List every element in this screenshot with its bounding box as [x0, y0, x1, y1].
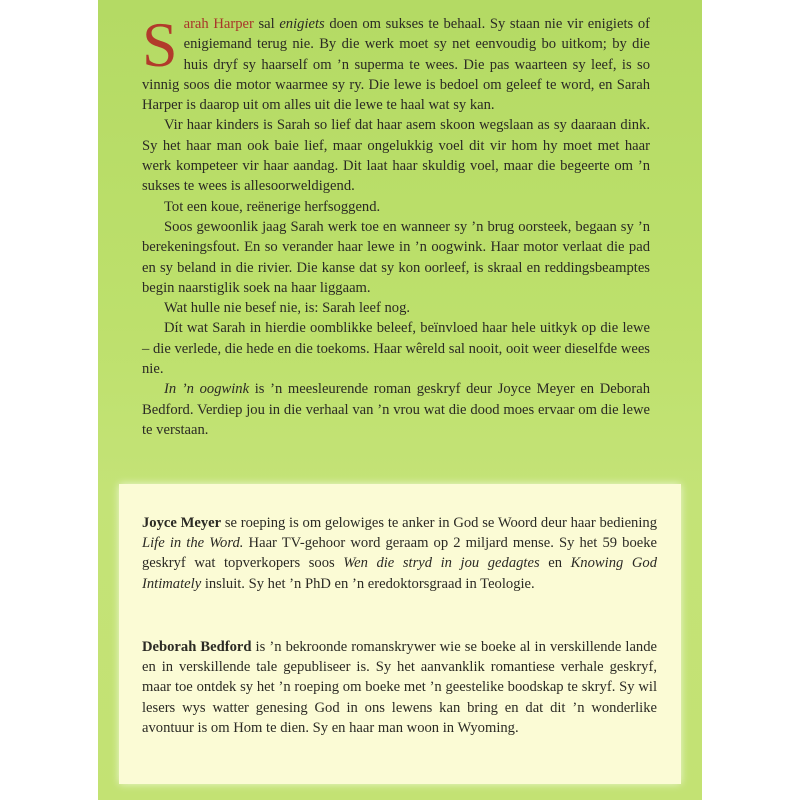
blurb-paragraph-3: Tot een koue, reënerige herfsoggend. — [164, 198, 381, 215]
author-name: Joyce Meyer — [142, 515, 222, 531]
drop-cap: S — [142, 9, 178, 80]
blurb-paragraph-5: Wat hulle nie besef nie, is: Sarah leef nog. — [164, 300, 411, 317]
blurb-paragraph-4: Soos gewoonlik jaag Sarah werk toe en wanneer sy ’n brug oorsteek, begaan sy ’n berekeningsfout. En so verander haar lewe in ’n oogwink. Haar motor verlaat die pad en sy beland in die rivier. Die kanse dat sy kon oorleef, is skraal en reddingsbeamptes begin naarstiglik soek na haar liggaam. — [142, 218, 650, 296]
blurb-paragraph-2: Vir haar kinders is Sarah so lief dat haar asem skoon wegslaan as sy daaraan dink. Sy het haar man ook baie lief, maar ongelukkig voel dit vir hom hy moet met haar werk kompeteer vir haar aandag. Dit laat haar skuldig voel, maar die begeerte om ’n sukses te wees is allesoorweldigend. — [142, 117, 650, 195]
blurb-paragraph-1: Sarah Harper sal enigiets doen om sukses te behaal. Sy staan nie vir enigiets of enigiemand terug nie. By die werk moet sy net eenvoudig bo uitkom; by die huis dryf sy haarself om ’n superma te wees. Die pas waarteen sy leef, is so vinnig soos die motor waarmee sy ry. Die lewe is bedoel om geleef te word, en Sarah Harper is daarop uit om alles uit die lewe te haal wat sy kan. — [142, 9, 650, 114]
bio-joyce-meyer: Joyce Meyer se roeping is om gelowiges te anker in God se Woord deur haar bediening Life in the Word. Haar TV-gehoor word geraam op 2 miljard mense. Sy het 59 boeke geskryf wat topverkopers soos Wen die stryd in jou gedagtes en Knowing God Intimately insluit. Sy het ’n PhD en ’n eredoktorsgraad in Teologie. — [142, 515, 657, 592]
blurb-paragraph-7: In ’n oogwink is ’n meesleurende roman geskryf deur Joyce Meyer en Deborah Bedford. Verdiep jou in die verhaal van ’n vrou wat die dood moes ervaar om die lewe te verstaan. — [142, 381, 650, 438]
bio-deborah-bedford: Deborah Bedford is ’n bekroonde romanskrywer wie se boeke al in verskillende lande en in verskillende tale gepubliseer is. Sy het aanvanklik romantiese verhale geskryf, maar toe ontdek sy het ’n roeping om boeke met ’n geestelike boodskap te skryf. Sy wil lesers wys watter genesing God in ons lewens kan bring en dat dit ’n wonderlike avontuur is om Hom te dien. Sy en haar man woon in Wyoming. — [142, 639, 657, 736]
author-name: Deborah Bedford — [142, 639, 252, 655]
blurb-paragraph-6: Dít wat Sarah in hierdie oomblikke beleef, beïnvloed haar hele uitkyk op die lewe – die verlede, die hede en die toekoms. Haar wêreld sal nooit, ooit weer dieselfde wees nie. — [142, 320, 650, 378]
book-title: In ’n oogwink — [164, 381, 250, 398]
heroine-name: arah Harper — [183, 16, 254, 32]
blurb-text — [142, 9, 650, 440]
